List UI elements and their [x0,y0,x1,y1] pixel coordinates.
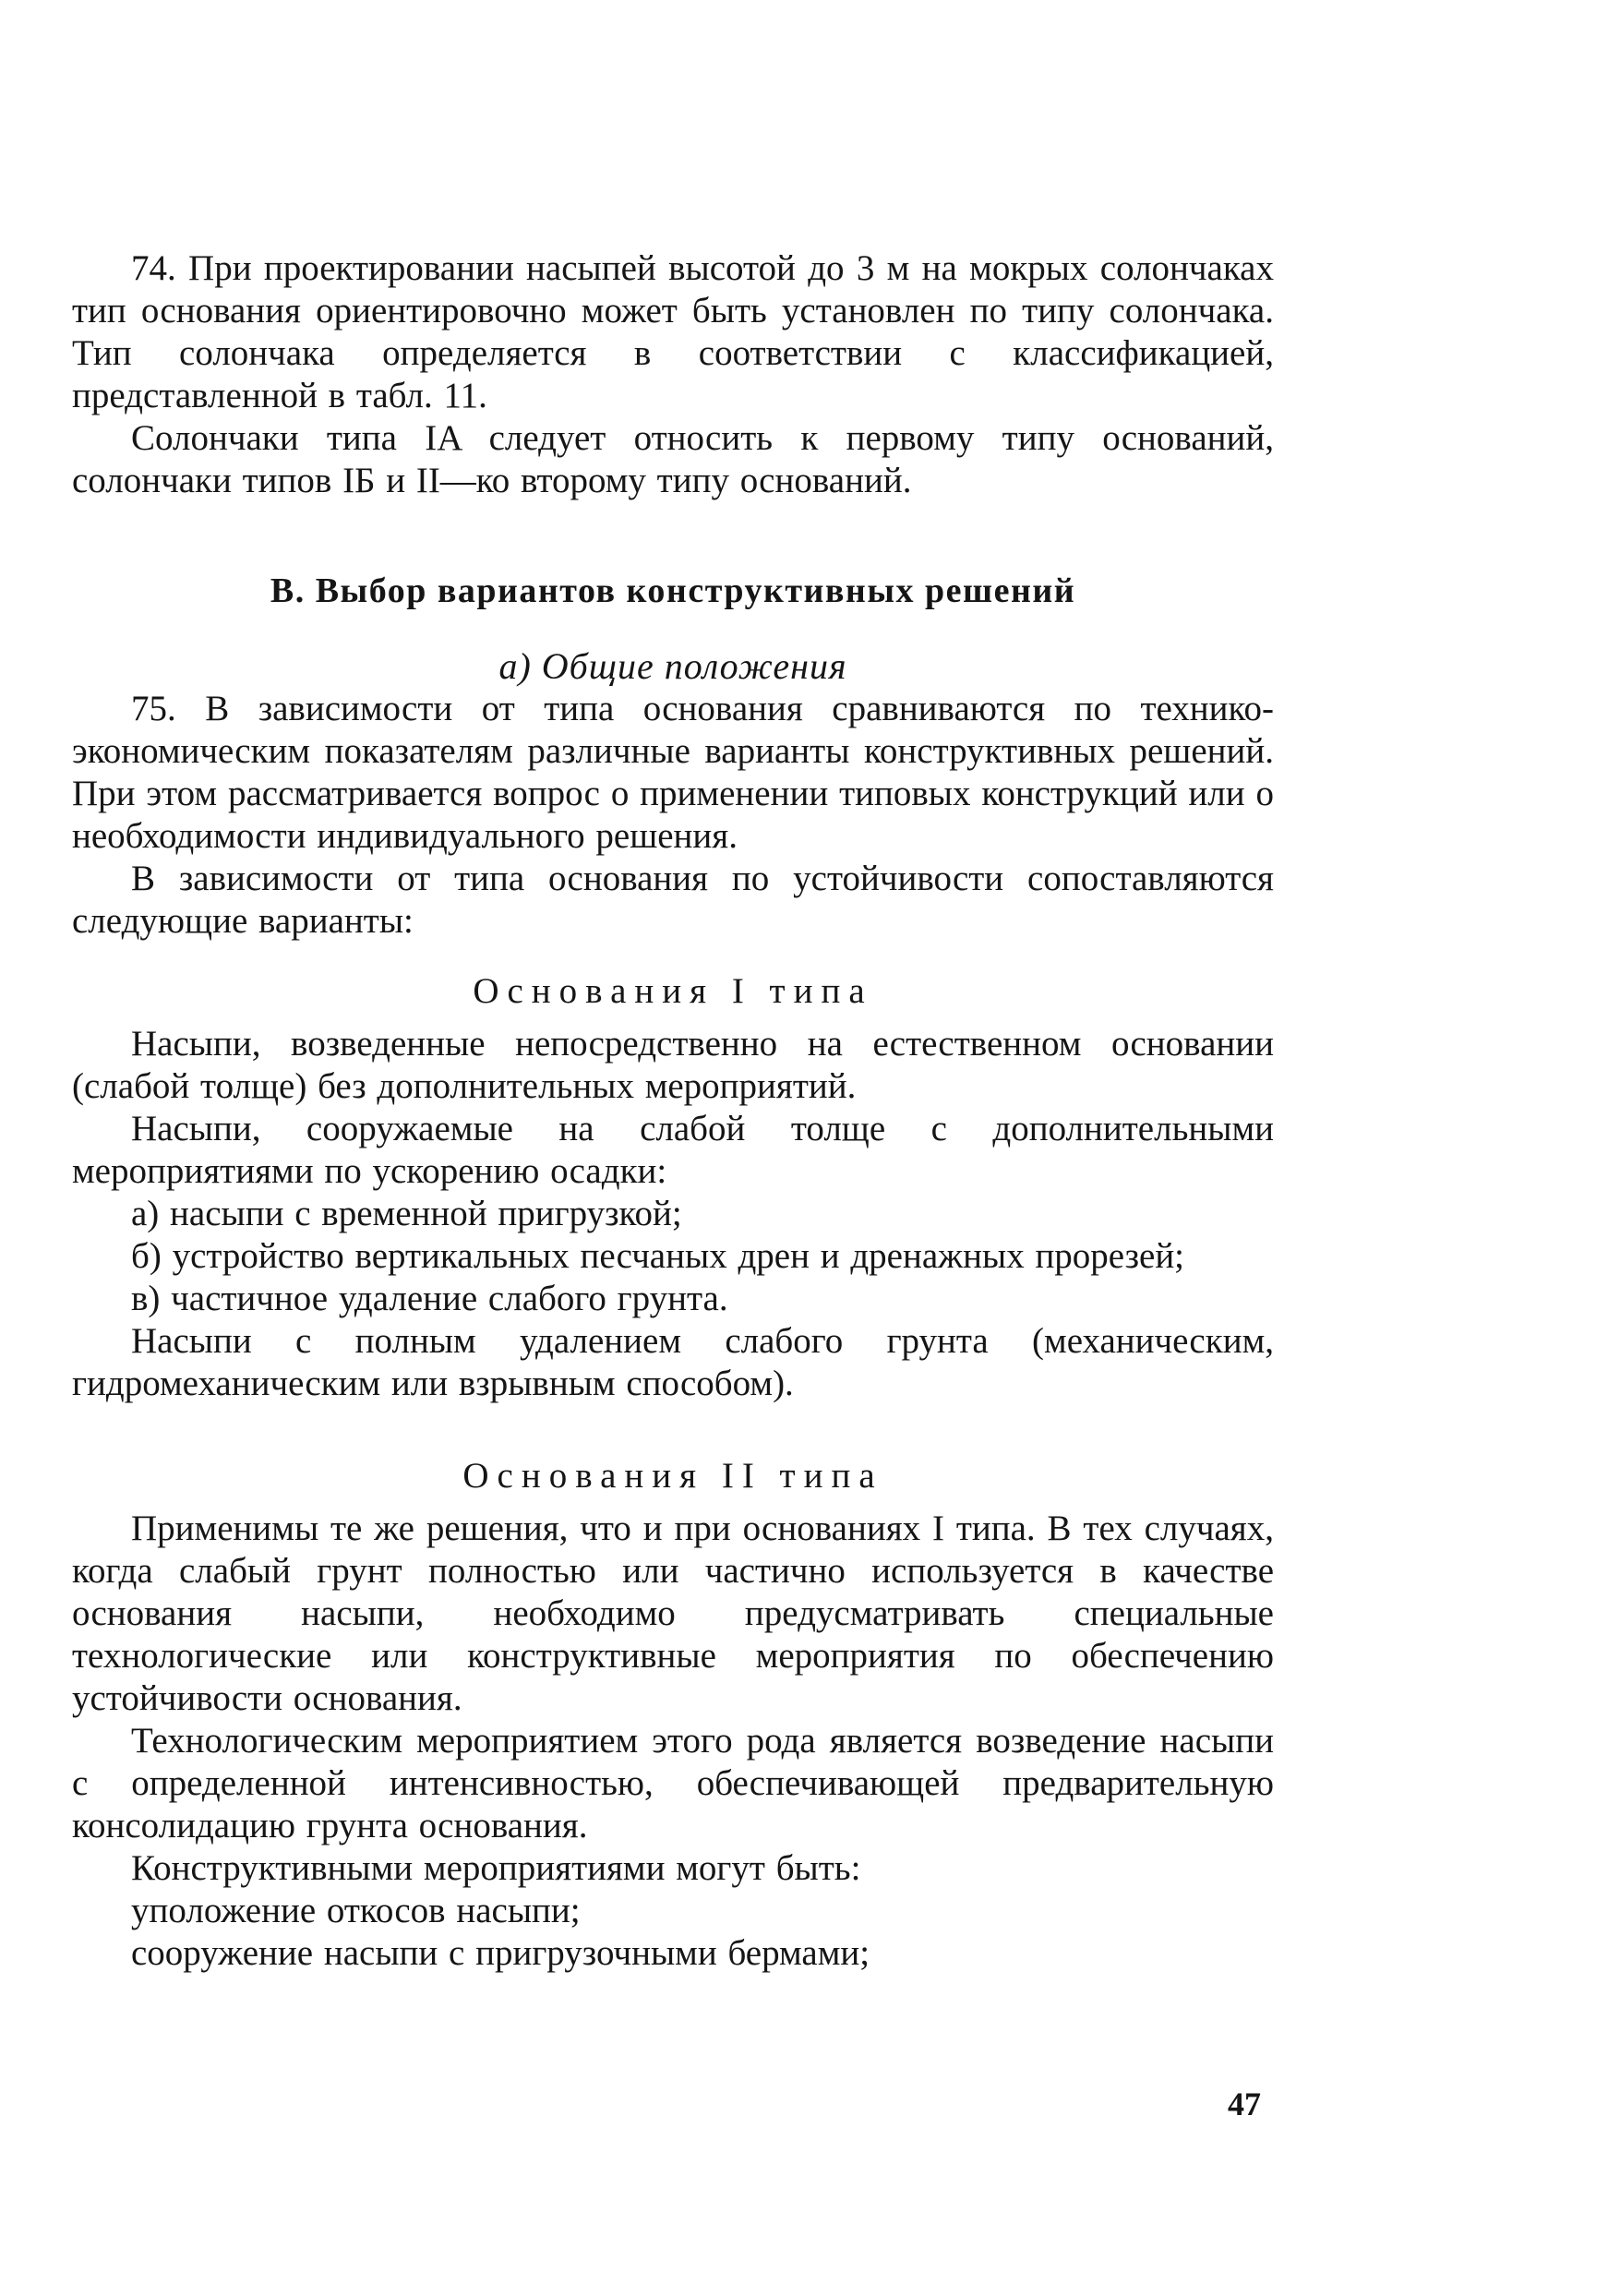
page-body [72,247,1274,1975]
section-title: В. Выбор вариантов конструктивных решений [270,571,1076,610]
type2-line: Технологическим мероприятием этого рода является возведение насыпи с определенной интенсивностью, обеспечивающей предварительную консолидацию грунта основания. [72,1721,1274,1845]
type1-line: Насыпи, сооружаемые на слабой толще с дополнительными мероприятиями по ускорению осадки: [72,1109,1274,1191]
paragraph-74: 74. При проектировании насыпей высотой до 3 м на мокрых солончаках тип основания ориентировочно может быть установлен по типу солончака. Тип солончака определяется в соответствии с классификацией, представленной в табл. 11. [72,248,1274,415]
type2-line: Применимы те же решения, что и при основаниях I типа. В тех случаях, когда слабый грунт полностью или частично используется в качестве основания насыпи, необходимо предусматривать специальные технологические или конструктивные мероприятия по обеспечению устойчивости основания. [72,1509,1274,1718]
paragraph-solonchak-types: Солончаки типа IA следует относить к первому типу оснований, солончаки типов IБ и II—ко второму типу оснований. [72,418,1274,500]
type2-list-item: сооружение насыпи с пригрузочными бермами; [131,1933,870,1973]
type1-line: Насыпи с полным удалением слабого грунта (механическим, гидромеханическим или взрывным способом). [72,1321,1274,1403]
subsection-title: а) Общие положения [498,645,847,687]
type1-list-item: а) насыпи с временной пригрузкой; [131,1194,682,1233]
type2-line: Конструктивными мероприятиями могут быть: [131,1848,861,1888]
page-number: 47 [1228,2086,1261,2122]
paragraph-75: 75. В зависимости от типа основания сравниваются по технико-экономическим показателям различные варианты конструктивных решений. При этом рассматривается вопрос о применении типовых конструкций или о необходимости индивидуального решения. [72,689,1274,856]
type2-heading: Основания II типа [462,1456,883,1496]
type2-list-item: уположение откосов насыпи; [131,1891,581,1930]
type1-list-item: б) устройство вертикальных песчаных дрен и дренажных прорезей; [131,1236,1185,1276]
paragraph-variants-intro: В зависимости от типа основания по устойчивости сопоставляются следующие варианты: [72,859,1274,941]
type1-list-item: в) частичное удаление слабого грунта. [131,1279,728,1318]
type1-heading: Основания I типа [473,971,873,1011]
type1-line: Насыпи, возведенные непосредственно на естественном основании (слабой толще) без дополнительных мероприятий. [72,1024,1274,1106]
